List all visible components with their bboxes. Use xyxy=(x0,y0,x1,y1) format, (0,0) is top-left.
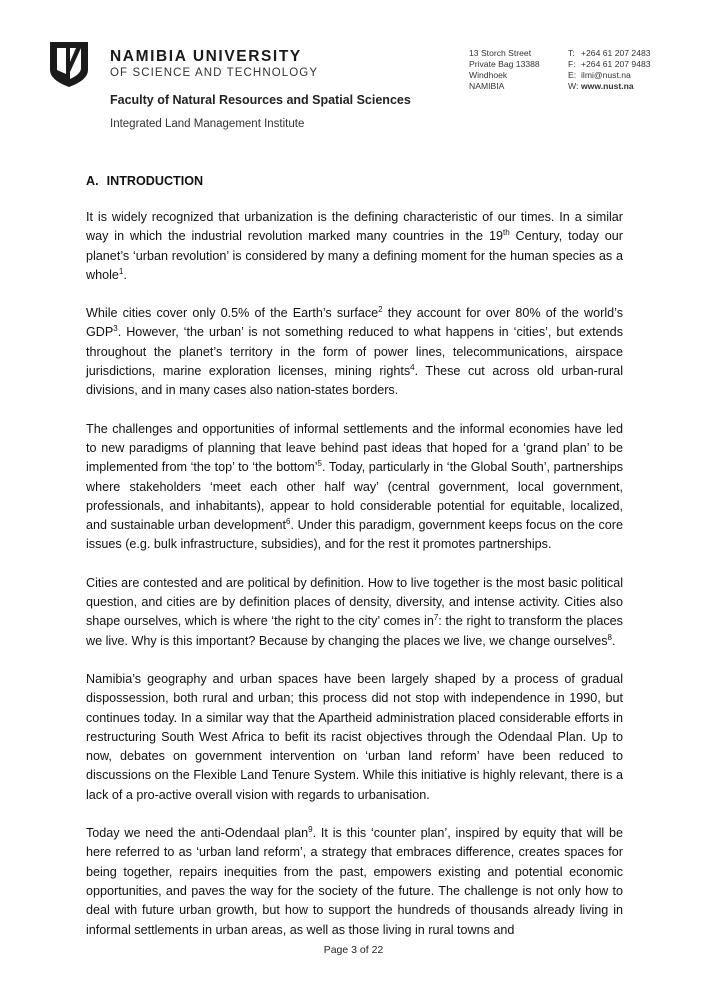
paragraph xyxy=(86,574,623,651)
university-name: NAMIBIA UNIVERSITY xyxy=(110,48,302,65)
paragraph xyxy=(86,824,623,940)
paragraph-text: Today we need the anti-Odendaal plan xyxy=(86,826,309,841)
website-link[interactable]: www.nust.na xyxy=(581,81,634,92)
paragraph-list xyxy=(86,208,623,940)
postal-address xyxy=(469,48,540,92)
address-line: Private Bag 13388 xyxy=(469,59,540,70)
footnote-ref[interactable]: 5 xyxy=(317,459,322,469)
address-line: 13 Storch Street xyxy=(469,48,532,58)
contact-telephone xyxy=(568,48,651,59)
section-heading xyxy=(86,172,623,191)
footnote-ref[interactable]: 6 xyxy=(286,516,291,526)
paragraph-text: It is widely recognized that urbanization is the defining characteristic of our times. In a similar way in which the industrial revolution marked many countries in the 19 xyxy=(86,210,623,244)
footnote-ref[interactable]: 2 xyxy=(378,305,383,314)
institute-name: Integrated Land Management Institute xyxy=(110,118,305,130)
contact-label: W: xyxy=(568,81,579,92)
paragraph-text: . However, ‘the urban’ is not something reduced to what happens in ‘cities’, but extends throughout the planet’s territory in the form of power lines, telecommunications, airspace jurisdictions, marine exploration licenses, mining rights xyxy=(86,325,623,379)
paragraph-text: The challenges and opportunities of informal settlements and the informal economies have led to new paradigms of planning that leave behind past ideas that hoped for a ‘grand plan’ to be implemented from ‘the top’ to ‘the bottom’ xyxy=(86,421,623,475)
paragraph-text: . xyxy=(123,267,127,282)
footnote-ref[interactable]: 7 xyxy=(433,613,439,623)
contact-website xyxy=(568,81,651,92)
contact-value: ilmi@nust.na xyxy=(581,70,631,81)
paragraph xyxy=(86,670,623,805)
paragraph-text: While cities cover only 0.5% of the Earth’s surface xyxy=(86,306,379,321)
paragraph-text: they account for over 80% of the world’s GDP xyxy=(86,306,624,340)
section-title: INTRODUCTION xyxy=(106,174,204,188)
paragraph xyxy=(86,420,623,555)
paragraph-text: . It is this ‘counter plan’, inspired by equity that will be here referred to as ‘urban land reform’, a strategy that embraces difference, creates spaces for being together, repairs inequities from the past, empowers existing and potential economic opportunities, and paves the way for the society of the future. The challenge is not only how to deal with future urban growth, but how to support the hundreds of thousands already living in informal settlements in urban areas, as well as those living in rural towns and xyxy=(86,826,623,937)
contact-label: T: xyxy=(568,48,575,58)
footnote-ref[interactable]: 4 xyxy=(410,362,415,372)
paragraph xyxy=(86,304,623,400)
contact-label: E: xyxy=(568,70,577,81)
paragraph-text: . Today, particularly in ‘the Global South’, partnerships where stakeholders ‘meet each other half way’ (central government, local government, professionals, and inhabitants), appear to hold considerable potential for equitable, localized, and sustainable urban development xyxy=(86,460,623,533)
paragraph-text: Namibia’s geography and urban spaces have been largely shaped by a process of gradual dispossession, both rural and urban; this process did not stop with independence in 1990, but continues today. In a similar way that the Apartheid administration placed considerable efforts in restructuring South West Africa to befit its racist objectives through the Odendaal Plan. Up to now, debates on government intervention on ‘urban land reform’ have been reduced to discussions on the Flexible Land Tenure System. While this initiative is highly relevant, there is a lack of a pro-active overall vision with regards to urbanisation. xyxy=(86,671,623,802)
contact-fax xyxy=(568,59,651,70)
footnote-ref[interactable]: th xyxy=(502,228,510,238)
footnote-ref[interactable]: 3 xyxy=(113,324,118,334)
nust-shield-logo xyxy=(46,40,92,88)
paragraph-text: . xyxy=(611,633,616,648)
contact-details xyxy=(568,48,651,92)
contact-label: F: xyxy=(568,59,576,70)
address-line: Windhoek xyxy=(469,70,508,81)
contact-value: +264 61 207 9483 xyxy=(581,59,651,70)
section-number: A. xyxy=(86,174,99,188)
paragraph-text: Cities are contested and are political by definition. How to live together is the most basic political question, and cities are by definition places of density, diversity, and intense activity. Cities also shape ourselves, which is where ‘the right to the city’ comes in xyxy=(86,575,623,629)
paragraph xyxy=(86,208,623,285)
contact-value: +264 61 207 2483 xyxy=(581,48,651,58)
footnote-ref[interactable]: 8 xyxy=(607,632,612,642)
paragraph-text: . Under this paradigm, government keeps focus on the core issues (e.g. bulk infrastructure, subsidies), and for the rest it promotes partnerships. xyxy=(86,518,623,552)
contact-email xyxy=(568,70,651,81)
footnote-ref[interactable]: 9 xyxy=(308,824,313,834)
university-subtitle: OF SCIENCE AND TECHNOLOGY xyxy=(110,67,319,79)
faculty-name: Faculty of Natural Resources and Spatial Sciences xyxy=(110,93,411,107)
document-body xyxy=(86,172,623,959)
footnote-ref[interactable]: 1 xyxy=(118,266,124,276)
address-line: NAMIBIA xyxy=(469,81,505,92)
paragraph-text: Century, today our planet’s ‘urban revolution’ is considered by many a defining moment for the human species as a whole xyxy=(86,229,623,282)
page-number: Page 3 of 22 xyxy=(323,944,384,956)
paragraph-text: . These cut across old urban-rural divisions, and in many cases also nation-states borders. xyxy=(86,364,623,398)
paragraph-text: : the right to transform the places we live. Why is this important? Because by changing the places we live, we change ourselves xyxy=(86,614,623,648)
